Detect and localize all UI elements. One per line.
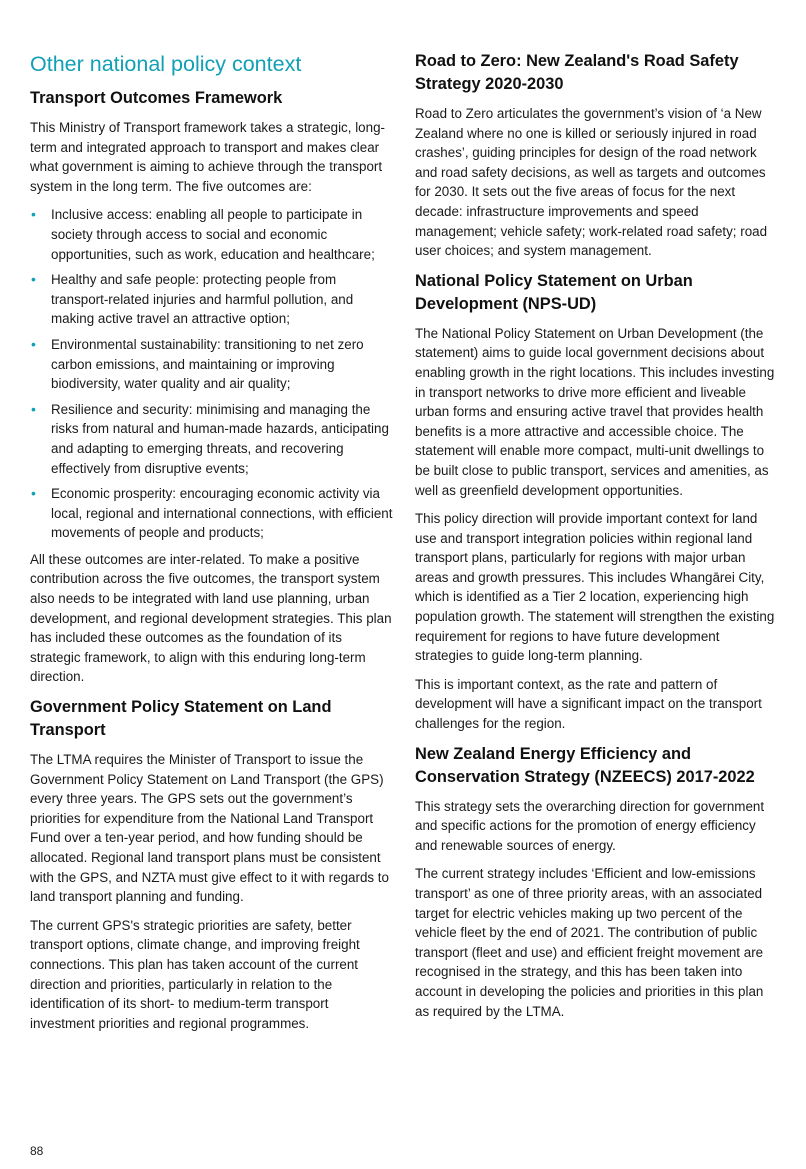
nzeecs-paragraph-2: The current strategy includes ‘Efficient and low-emissions transport’ as one of three priority areas, with an associated target for electric vehicles making up two percent of the vehicle fleet by the end of 2021. The contribution of public transport (fleet and use) and efficient freight movement are recognised in the strategy, and this has been taken into account in developing the policies and priorities in this plan as required by the LTMA. bbox=[415, 866, 764, 1019]
bullet-icon: • bbox=[31, 485, 36, 502]
list-item: • Healthy and safe people: protecting people from transport-related injuries and harmful pollution, and making active travel an attractive option; bbox=[31, 271, 354, 327]
page-number: 88 bbox=[30, 1144, 44, 1158]
gps-paragraph-1: The LTMA requires the Minister of Transport to issue the Government Policy Statement on Land Transport (the GPS) every three years. The GPS sets out the government’s priorities for expenditure from the National Land Transport Fund over a ten-year period, and how funding should be allocated. Regional land transport plans must be consistent with the GPS, and NZTA must give effect to it with regards to land transport planning and funding. bbox=[30, 752, 389, 905]
nzeecs-paragraph-1: This strategy sets the overarching direction for government and specific actions for the promotion of energy efficiency and renewable sources of energy. bbox=[415, 798, 765, 853]
npsud-paragraph-2: This policy direction will provide important context for land use and transport integration policies within regional land transport plans, particularly for regions with major urban areas and growth pressures. This includes Whangārei City, which is identified as a Tier 2 location, experiencing high population growth. The statement will strengthen the existing requirement for regions to have future development strategies to guide long-term planning. bbox=[415, 511, 775, 664]
list-item: • Environmental sustainability: transitioning to net zero carbon emissions, and maintaining or improving biodiversity, water quality and air quality; bbox=[31, 335, 364, 392]
list-item: • Resilience and security: minimising and managing the risks from natural and human-made hazards, anticipating and adapting to emerging threats, and recovering effectively from disruptive events; bbox=[31, 400, 389, 476]
outcomes-list bbox=[30, 205, 396, 543]
bullet-icon: • bbox=[31, 400, 36, 417]
heading-gps: Government Policy Statement on Land Transport bbox=[30, 698, 332, 740]
heading-road-to-zero: Road to Zero: New Zealand's Road Safety Strategy 2020-2030 bbox=[415, 52, 739, 93]
list-item: • Inclusive access: enabling all people to participate in society through access to social and economic opportunities, such as work, education and healthcare; bbox=[31, 206, 375, 262]
bullet-icon: • bbox=[31, 271, 36, 288]
bullet-icon: • bbox=[31, 335, 36, 352]
list-item: • Economic prosperity: encouraging economic activity via local, regional and international connections, with efficient movements of people and products; bbox=[31, 485, 393, 541]
left-column bbox=[30, 50, 396, 1042]
npsud-paragraph-1: The National Policy Statement on Urban Development (the statement) aims to guide local government decisions about enabling growth in the right locations. This includes investing in transport networks to drive more efficient and liveable urban forms and ensuring active travel that provides health benefits is a more attractive and accessible choice. The statement will enable more compact, multi-unit dwellings to be built close to public transport, services and amenities, as well as greenfield development opportunities. bbox=[415, 325, 775, 498]
right-column bbox=[415, 50, 781, 1030]
tof-intro: This Ministry of Transport framework takes a strategic, long-term and integrated approach to transport and makes clear what government is aiming to achieve through the transport system in the long term. The five outcomes are: bbox=[30, 120, 385, 194]
tof-outro: All these outcomes are inter-related. To make a positive contribution across the five outcomes, the transport system also needs to be integrated with land use planning, urban development, and regional development strategies. This plan has included these outcomes as the foundation of its strategic framework, to align with this enduring long-term direction. bbox=[30, 551, 392, 685]
section-title: Other national policy context bbox=[30, 52, 302, 76]
heading-transport-outcomes-framework: Transport Outcomes Framework bbox=[30, 89, 283, 107]
bullet-icon: • bbox=[31, 206, 36, 223]
heading-nps-ud: National Policy Statement on Urban Development (NPS-UD) bbox=[415, 271, 693, 313]
npsud-paragraph-3: This is important context, as the rate and pattern of development will have a significant impact on the transport challenges for the region. bbox=[415, 676, 762, 732]
rtz-paragraph-1: Road to Zero articulates the government’s vision of ‘a New Zealand where no one is killed or seriously injured in road crashes’, guiding principles for design of the road network and road safety decisions, as well as targets and outcomes for 2030. It sets out the five areas of focus for the next decade: infrastructure improvements and speed management; vehicle safety; work-related road safety; road user choices; and system management. bbox=[415, 106, 768, 259]
heading-nzeecs: New Zealand Energy Efficiency and Conservation Strategy (NZEECS) 2017-2022 bbox=[415, 744, 755, 786]
gps-paragraph-2: The current GPS's strategic priorities are safety, better transport options, climate change, and improving freight connections. This plan has taken account of the current direction and priorities, particularly in relation to the identification of its short- to medium-term transport investment priorities and regional programmes. bbox=[30, 917, 360, 1031]
